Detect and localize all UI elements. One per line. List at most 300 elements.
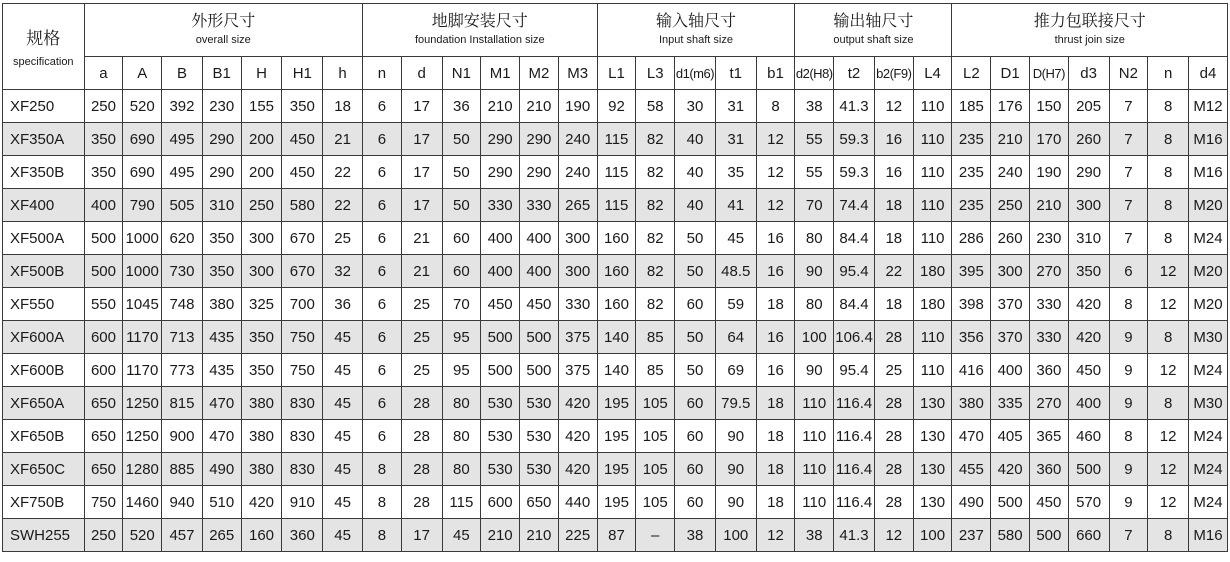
spec-header-en: specification	[13, 55, 74, 68]
value-cell: 36	[323, 288, 363, 321]
column-header: d	[401, 57, 442, 90]
value-cell: 8	[1148, 387, 1189, 420]
value-cell: 500	[1068, 453, 1109, 486]
value-cell: 9	[1109, 387, 1148, 420]
value-cell: 16	[756, 321, 795, 354]
value-cell: 235	[952, 189, 991, 222]
column-header: M1	[481, 57, 520, 90]
value-cell: 110	[795, 387, 834, 420]
column-header: d4	[1189, 57, 1228, 90]
value-cell: M16	[1189, 156, 1228, 189]
value-cell: 100	[913, 519, 952, 552]
column-header: M3	[558, 57, 597, 90]
value-cell: 440	[558, 486, 597, 519]
value-cell: 69	[715, 354, 756, 387]
value-cell: 910	[282, 486, 323, 519]
value-cell: 290	[520, 123, 559, 156]
value-cell: 300	[558, 222, 597, 255]
group-header-en: Input shaft size	[658, 34, 733, 46]
value-cell: 95	[442, 321, 481, 354]
value-cell: 650	[520, 486, 559, 519]
value-cell: 7	[1109, 222, 1148, 255]
value-cell: 450	[1068, 354, 1109, 387]
value-cell: 6	[362, 288, 401, 321]
value-cell: 25	[323, 222, 363, 255]
value-cell: 360	[282, 519, 323, 552]
column-header: d3	[1068, 57, 1109, 90]
model-cell: XF500B	[3, 255, 85, 288]
value-cell: 41.3	[834, 90, 875, 123]
value-cell: 690	[123, 123, 162, 156]
value-cell: 40	[675, 123, 716, 156]
value-cell: 116.4	[834, 387, 875, 420]
value-cell: 84.4	[834, 222, 875, 255]
table-row	[3, 123, 1228, 156]
value-cell: 350	[1068, 255, 1109, 288]
value-cell: 580	[282, 189, 323, 222]
model-cell: XF650C	[3, 453, 85, 486]
value-cell: 500	[84, 255, 123, 288]
value-cell: 420	[1068, 321, 1109, 354]
value-cell: 95.4	[834, 354, 875, 387]
value-cell: 250	[84, 90, 123, 123]
value-cell: 90	[795, 255, 834, 288]
value-cell: 17	[401, 90, 442, 123]
value-cell: 6	[362, 354, 401, 387]
value-cell: 45	[323, 321, 363, 354]
table-row	[3, 288, 1228, 321]
value-cell: 18	[874, 288, 913, 321]
value-cell: M16	[1189, 519, 1228, 552]
value-cell: 110	[795, 486, 834, 519]
value-cell: 270	[1029, 387, 1068, 420]
value-cell: 12	[1148, 288, 1189, 321]
value-cell: 420	[991, 453, 1030, 486]
value-cell: 87	[597, 519, 636, 552]
column-header: t2	[834, 57, 875, 90]
value-cell: 12	[1148, 420, 1189, 453]
column-header: L3	[636, 57, 675, 90]
value-cell: 210	[520, 90, 559, 123]
value-cell: 45	[323, 486, 363, 519]
value-cell: 22	[323, 189, 363, 222]
group-header-zh: 地脚安装尺寸	[431, 13, 528, 30]
value-cell: 500	[1029, 519, 1068, 552]
value-cell: 750	[84, 486, 123, 519]
value-cell: 64	[715, 321, 756, 354]
column-header: L4	[913, 57, 952, 90]
value-cell: 1045	[123, 288, 162, 321]
value-cell: 350	[241, 321, 282, 354]
value-cell: 8	[1148, 519, 1189, 552]
value-cell: 110	[913, 222, 952, 255]
value-cell: 270	[1029, 255, 1068, 288]
value-cell: 45	[323, 387, 363, 420]
value-cell: 17	[401, 123, 442, 156]
value-cell: 330	[1029, 321, 1068, 354]
table-row	[3, 420, 1228, 453]
value-cell: 105	[636, 453, 675, 486]
value-cell: 370	[991, 321, 1030, 354]
value-cell: 60	[675, 288, 716, 321]
value-cell: 235	[952, 156, 991, 189]
value-cell: 21	[323, 123, 363, 156]
value-cell: 237	[952, 519, 991, 552]
value-cell: 28	[874, 321, 913, 354]
value-cell: 750	[282, 321, 323, 354]
value-cell: 28	[874, 420, 913, 453]
value-cell: 110	[913, 156, 952, 189]
value-cell: 380	[202, 288, 241, 321]
value-cell: 6	[362, 387, 401, 420]
value-cell: 16	[756, 255, 795, 288]
value-cell: 330	[520, 189, 559, 222]
value-cell: 375	[558, 321, 597, 354]
value-cell: 105	[636, 420, 675, 453]
value-cell: 600	[84, 321, 123, 354]
value-cell: 420	[1068, 288, 1109, 321]
value-cell: 130	[913, 387, 952, 420]
value-cell: 500	[520, 354, 559, 387]
column-header: M2	[520, 57, 559, 90]
value-cell: 9	[1109, 354, 1148, 387]
value-cell: 1000	[123, 222, 162, 255]
value-cell: 31	[715, 90, 756, 123]
value-cell: 40	[675, 189, 716, 222]
value-cell: 105	[636, 387, 675, 420]
model-cell: XF500A	[3, 222, 85, 255]
value-cell: 350	[84, 123, 123, 156]
column-header: H1	[282, 57, 323, 90]
value-cell: 95	[442, 354, 481, 387]
value-cell: 82	[636, 156, 675, 189]
value-cell: 48.5	[715, 255, 756, 288]
value-cell: 90	[715, 486, 756, 519]
column-header-row	[3, 57, 1228, 90]
value-cell: M20	[1189, 189, 1228, 222]
value-cell: 110	[913, 321, 952, 354]
value-cell: 250	[991, 189, 1030, 222]
value-cell: 22	[323, 156, 363, 189]
table-row	[3, 486, 1228, 519]
value-cell: 8	[1148, 222, 1189, 255]
value-cell: 290	[202, 123, 241, 156]
value-cell: 18	[874, 189, 913, 222]
value-cell: 8	[756, 90, 795, 123]
value-cell: 730	[162, 255, 203, 288]
table-row	[3, 189, 1228, 222]
value-cell: 470	[952, 420, 991, 453]
value-cell: 12	[874, 519, 913, 552]
value-cell: 85	[636, 321, 675, 354]
value-cell: 250	[84, 519, 123, 552]
value-cell: 8	[1148, 90, 1189, 123]
value-cell: M24	[1189, 420, 1228, 453]
value-cell: 59	[715, 288, 756, 321]
column-header: H	[241, 57, 282, 90]
model-cell: XF600B	[3, 354, 85, 387]
value-cell: 38	[795, 519, 834, 552]
value-cell: 580	[991, 519, 1030, 552]
column-header: d2(H8)	[795, 57, 834, 90]
value-cell: 45	[323, 354, 363, 387]
value-cell: 6	[362, 222, 401, 255]
table-row	[3, 453, 1228, 486]
value-cell: 50	[675, 255, 716, 288]
value-cell: 9	[1109, 321, 1148, 354]
value-cell: 6	[362, 90, 401, 123]
table-row	[3, 387, 1228, 420]
value-cell: 700	[282, 288, 323, 321]
table-row	[3, 354, 1228, 387]
value-cell: 160	[597, 255, 636, 288]
value-cell: 8	[1148, 321, 1189, 354]
value-cell: 310	[1068, 222, 1109, 255]
value-cell: 405	[991, 420, 1030, 453]
value-cell: 455	[952, 453, 991, 486]
value-cell: 370	[991, 288, 1030, 321]
group-header-row	[3, 4, 1228, 57]
value-cell: 105	[636, 486, 675, 519]
value-cell: 110	[795, 420, 834, 453]
value-cell: 495	[162, 156, 203, 189]
value-cell: M30	[1189, 321, 1228, 354]
model-cell: XF600A	[3, 321, 85, 354]
value-cell: 115	[597, 123, 636, 156]
value-cell: 420	[241, 486, 282, 519]
value-cell: 18	[874, 222, 913, 255]
group-header	[952, 4, 1228, 57]
value-cell: 180	[913, 288, 952, 321]
value-cell: 1170	[123, 321, 162, 354]
value-cell: 7	[1109, 189, 1148, 222]
value-cell: 155	[241, 90, 282, 123]
model-cell: XF400	[3, 189, 85, 222]
value-cell: 435	[202, 354, 241, 387]
value-cell: 31	[715, 123, 756, 156]
value-cell: 1000	[123, 255, 162, 288]
value-cell: 350	[241, 354, 282, 387]
value-cell: 38	[795, 90, 834, 123]
value-cell: 650	[84, 387, 123, 420]
value-cell: 60	[675, 420, 716, 453]
value-cell: 38	[675, 519, 716, 552]
value-cell: 50	[675, 222, 716, 255]
value-cell: 28	[874, 453, 913, 486]
value-cell: 90	[795, 354, 834, 387]
value-cell: 400	[1068, 387, 1109, 420]
value-cell: 58	[636, 90, 675, 123]
value-cell: M24	[1189, 354, 1228, 387]
value-cell: 18	[756, 387, 795, 420]
value-cell: 59.3	[834, 123, 875, 156]
value-cell: 435	[202, 321, 241, 354]
value-cell: 200	[241, 123, 282, 156]
value-cell: 660	[1068, 519, 1109, 552]
value-cell: 12	[874, 90, 913, 123]
value-cell: 95.4	[834, 255, 875, 288]
column-header: b2(F9)	[874, 57, 913, 90]
value-cell: 330	[558, 288, 597, 321]
value-cell: 90	[715, 420, 756, 453]
value-cell: M30	[1189, 387, 1228, 420]
spec-table	[2, 3, 1228, 552]
group-header	[362, 4, 597, 57]
value-cell: 490	[202, 453, 241, 486]
value-cell: 510	[202, 486, 241, 519]
value-cell: 28	[874, 387, 913, 420]
value-cell: 240	[558, 123, 597, 156]
value-cell: 12	[1148, 354, 1189, 387]
value-cell: 22	[874, 255, 913, 288]
value-cell: 8	[362, 486, 401, 519]
value-cell: 70	[795, 189, 834, 222]
value-cell: 1280	[123, 453, 162, 486]
value-cell: M20	[1189, 288, 1228, 321]
group-header-zh: 外形尺寸	[191, 13, 256, 30]
value-cell: 815	[162, 387, 203, 420]
value-cell: 82	[636, 189, 675, 222]
value-cell: 420	[558, 453, 597, 486]
value-cell: 59.3	[834, 156, 875, 189]
value-cell: 450	[1029, 486, 1068, 519]
value-cell: 350	[282, 90, 323, 123]
column-header: a	[84, 57, 123, 90]
value-cell: 210	[991, 123, 1030, 156]
value-cell: 416	[952, 354, 991, 387]
value-cell: 205	[1068, 90, 1109, 123]
column-header: n	[362, 57, 401, 90]
value-cell: 885	[162, 453, 203, 486]
value-cell: 116.4	[834, 420, 875, 453]
value-cell: 8	[1109, 288, 1148, 321]
group-header	[597, 4, 795, 57]
table-row	[3, 222, 1228, 255]
value-cell: 110	[795, 453, 834, 486]
value-cell: 773	[162, 354, 203, 387]
value-cell: 240	[991, 156, 1030, 189]
group-header-en: output shaft size	[833, 34, 914, 46]
value-cell: 670	[282, 222, 323, 255]
value-cell: 50	[675, 321, 716, 354]
value-cell: 530	[520, 420, 559, 453]
value-cell: 375	[558, 354, 597, 387]
value-cell: 195	[597, 453, 636, 486]
value-cell: 400	[991, 354, 1030, 387]
value-cell: 84.4	[834, 288, 875, 321]
value-cell: 490	[952, 486, 991, 519]
value-cell: 190	[558, 90, 597, 123]
value-cell: 600	[481, 486, 520, 519]
value-cell: 82	[636, 222, 675, 255]
value-cell: M20	[1189, 255, 1228, 288]
column-header: h	[323, 57, 363, 90]
value-cell: 12	[756, 123, 795, 156]
value-cell: 80	[442, 420, 481, 453]
model-cell: XF350B	[3, 156, 85, 189]
value-cell: 8	[1109, 420, 1148, 453]
value-cell: 140	[597, 321, 636, 354]
value-cell: 32	[323, 255, 363, 288]
value-cell: 82	[636, 123, 675, 156]
value-cell: 195	[597, 420, 636, 453]
value-cell: 356	[952, 321, 991, 354]
value-cell: 12	[1148, 486, 1189, 519]
table-body	[3, 90, 1228, 552]
model-cell: XF750B	[3, 486, 85, 519]
value-cell: 6	[362, 255, 401, 288]
value-cell: 470	[202, 420, 241, 453]
value-cell: 50	[442, 189, 481, 222]
value-cell: 8	[362, 519, 401, 552]
value-cell: 140	[597, 354, 636, 387]
value-cell: 6	[362, 123, 401, 156]
value-cell: 80	[442, 453, 481, 486]
value-cell: 60	[675, 387, 716, 420]
value-cell: 12	[1148, 255, 1189, 288]
value-cell: 470	[202, 387, 241, 420]
value-cell: 265	[558, 189, 597, 222]
value-cell: 650	[84, 420, 123, 453]
value-cell: 28	[874, 486, 913, 519]
value-cell: 500	[481, 354, 520, 387]
value-cell: 21	[401, 255, 442, 288]
value-cell: 7	[1109, 519, 1148, 552]
value-cell: 45	[323, 453, 363, 486]
column-header: D(H7)	[1029, 57, 1068, 90]
value-cell: 260	[991, 222, 1030, 255]
value-cell: 12	[756, 189, 795, 222]
column-header: A	[123, 57, 162, 90]
value-cell: 7	[1109, 90, 1148, 123]
value-cell: 115	[597, 189, 636, 222]
column-header: n	[1148, 57, 1189, 90]
value-cell: 130	[913, 486, 952, 519]
group-header-en: thrust join size	[1054, 34, 1125, 46]
value-cell: 713	[162, 321, 203, 354]
value-cell: 60	[442, 222, 481, 255]
table-row	[3, 255, 1228, 288]
model-cell: XF350A	[3, 123, 85, 156]
value-cell: 395	[952, 255, 991, 288]
value-cell: 600	[84, 354, 123, 387]
value-cell: 7	[1109, 123, 1148, 156]
value-cell: 290	[481, 156, 520, 189]
model-cell: SWH255	[3, 519, 85, 552]
value-cell: 350	[84, 156, 123, 189]
value-cell: 18	[756, 288, 795, 321]
value-cell: 310	[202, 189, 241, 222]
value-cell: 457	[162, 519, 203, 552]
value-cell: 45	[323, 519, 363, 552]
value-cell: 230	[1029, 222, 1068, 255]
value-cell: 400	[481, 255, 520, 288]
value-cell: 360	[1029, 354, 1068, 387]
value-cell: 330	[481, 189, 520, 222]
value-cell: 50	[442, 123, 481, 156]
value-cell: 17	[401, 189, 442, 222]
value-cell: 420	[558, 387, 597, 420]
value-cell: 500	[481, 321, 520, 354]
value-cell: 290	[202, 156, 241, 189]
value-cell: –	[636, 519, 675, 552]
value-cell: M16	[1189, 123, 1228, 156]
value-cell: 28	[401, 387, 442, 420]
value-cell: 50	[675, 354, 716, 387]
value-cell: 82	[636, 288, 675, 321]
value-cell: 18	[323, 90, 363, 123]
value-cell: 398	[952, 288, 991, 321]
